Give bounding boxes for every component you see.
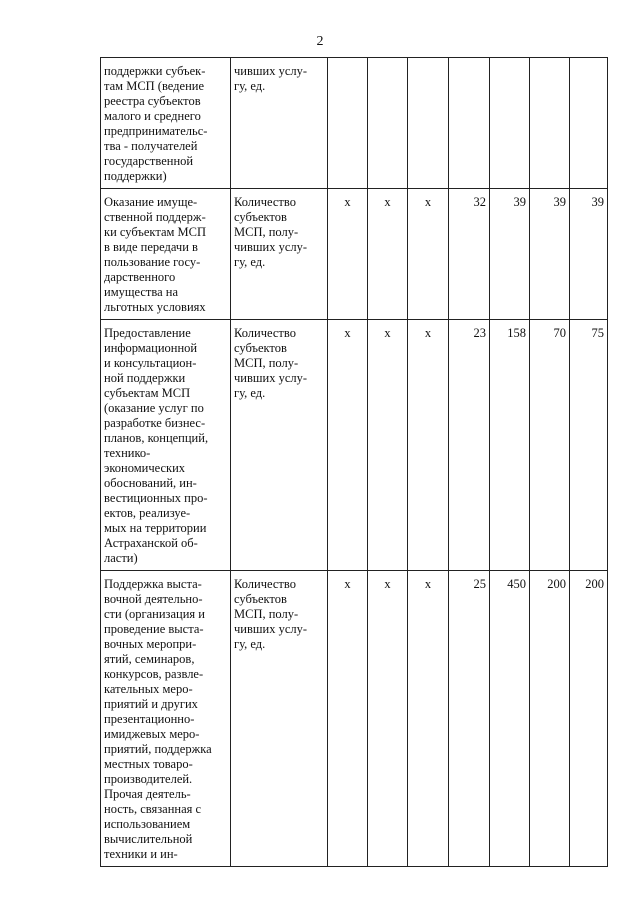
description-line: вочных меропри- (104, 637, 197, 651)
description-line: и консультацион- (104, 356, 197, 370)
description-line: Прочая деятель- (104, 787, 191, 801)
unit-line: Количество (234, 195, 296, 209)
description-line: ной поддержки (104, 371, 186, 385)
value-cell-c3: x (328, 320, 368, 571)
unit-line: субъектов (234, 592, 287, 606)
unit-line: гу, ед. (234, 79, 266, 93)
description-line: ласти) (104, 551, 138, 565)
value-cell-c5 (408, 58, 449, 189)
description-line: поддержки субъек- (104, 64, 206, 78)
table-row (101, 320, 608, 571)
description-line: производителей. (104, 772, 193, 786)
description-line: технико- (104, 446, 151, 460)
description-line: реестра субъектов (104, 94, 201, 108)
description-line: экономических (104, 461, 186, 475)
description-line: техники и ин- (104, 847, 178, 861)
unit-line: чивших услу- (234, 622, 308, 636)
description-line: Поддержка выста- (104, 577, 202, 591)
value-cell-c9: 200 (570, 571, 608, 867)
description-line: ственной поддерж- (104, 210, 206, 224)
description-line: проведение выста- (104, 622, 204, 636)
value-cell-c5: x (408, 320, 449, 571)
unit-line: Количество (234, 577, 296, 591)
description-line: вочной деятельно- (104, 592, 203, 606)
value-cell-c9: 75 (570, 320, 608, 571)
value-cell-c7: 450 (490, 571, 530, 867)
description-line: сти (организация и (104, 607, 205, 621)
description-line: Астраханской об- (104, 536, 198, 550)
measure-description-cell (101, 58, 231, 189)
description-line: Оказание имуще- (104, 195, 198, 209)
unit-line: МСП, полу- (234, 356, 299, 370)
value-cell-c8: 200 (530, 571, 570, 867)
unit-line: субъектов (234, 341, 287, 355)
value-cell-c3: x (328, 189, 368, 320)
value-cell-c4: x (368, 320, 408, 571)
unit-line: гу, ед. (234, 386, 266, 400)
description-line: (оказание услуг по (104, 401, 204, 415)
measure-description-cell (101, 320, 231, 571)
description-line: местных товаро- (104, 757, 193, 771)
value-cell-c6: 23 (449, 320, 490, 571)
description-line: государственной (104, 154, 194, 168)
description-line: Предоставление (104, 326, 191, 340)
description-line: планов, концепций, (104, 431, 209, 445)
table-row (101, 189, 608, 320)
value-cell-c7 (490, 58, 530, 189)
description-line: там МСП (ведение (104, 79, 205, 93)
description-line: вестиционных про- (104, 491, 208, 505)
indicator-unit-cell (231, 571, 328, 867)
description-line: презентационно- (104, 712, 195, 726)
measure-description-cell (101, 189, 231, 320)
value-cell-c9: 39 (570, 189, 608, 320)
value-cell-c5: x (408, 189, 449, 320)
measure-description-cell (101, 571, 231, 867)
description-line: мых на территории (104, 521, 207, 535)
description-line: ятий, семинаров, (104, 652, 195, 666)
value-cell-c6: 25 (449, 571, 490, 867)
description-line: вычислительной (104, 832, 193, 846)
table-row (101, 571, 608, 867)
value-cell-c6 (449, 58, 490, 189)
description-line: ность, связанная с (104, 802, 202, 816)
unit-line: Количество (234, 326, 296, 340)
description-line: имущества на (104, 285, 178, 299)
unit-line: субъектов (234, 210, 287, 224)
unit-line: гу, ед. (234, 255, 266, 269)
description-line: предпринимательс- (104, 124, 208, 138)
description-line: кательных меро- (104, 682, 193, 696)
support-measures-table (100, 57, 608, 867)
value-cell-c4: x (368, 571, 408, 867)
description-line: субъектам МСП (104, 386, 191, 400)
description-line: ки субъектам МСП (104, 225, 207, 239)
unit-line: чивших услу- (234, 240, 308, 254)
value-cell-c3 (328, 58, 368, 189)
description-line: поддержки) (104, 169, 167, 183)
value-cell-c6: 32 (449, 189, 490, 320)
value-cell-c3: x (328, 571, 368, 867)
description-line: обоснований, ин- (104, 476, 197, 490)
value-cell-c8: 70 (530, 320, 570, 571)
description-line: имиджевых меро- (104, 727, 200, 741)
page-number: 2 (316, 34, 324, 49)
description-line: пользование госу- (104, 255, 201, 269)
value-cell-c9 (570, 58, 608, 189)
value-cell-c8: 39 (530, 189, 570, 320)
indicator-unit-cell (231, 58, 328, 189)
unit-line: чивших услу- (234, 64, 308, 78)
description-line: ектов, реализуе- (104, 506, 191, 520)
table-row (101, 58, 608, 189)
value-cell-c4 (368, 58, 408, 189)
description-line: тва - получателей (104, 139, 198, 153)
indicator-unit-cell (231, 189, 328, 320)
description-line: малого и среднего (104, 109, 201, 123)
description-line: использованием (104, 817, 191, 831)
indicator-unit-cell (231, 320, 328, 571)
description-line: льготных условиях (104, 300, 206, 314)
unit-line: МСП, полу- (234, 225, 299, 239)
value-cell-c8 (530, 58, 570, 189)
description-line: конкурсов, развле- (104, 667, 204, 681)
description-line: дарственного (104, 270, 176, 284)
description-line: в виде передачи в (104, 240, 198, 254)
table-body (101, 58, 608, 867)
unit-line: МСП, полу- (234, 607, 299, 621)
description-line: разработке бизнес- (104, 416, 206, 430)
value-cell-c7: 39 (490, 189, 530, 320)
value-cell-c5: x (408, 571, 449, 867)
description-line: приятий, поддержка (104, 742, 212, 756)
unit-line: чивших услу- (234, 371, 308, 385)
value-cell-c4: x (368, 189, 408, 320)
description-line: приятий и других (104, 697, 198, 711)
unit-line: гу, ед. (234, 637, 266, 651)
description-line: информационной (104, 341, 198, 355)
value-cell-c7: 158 (490, 320, 530, 571)
